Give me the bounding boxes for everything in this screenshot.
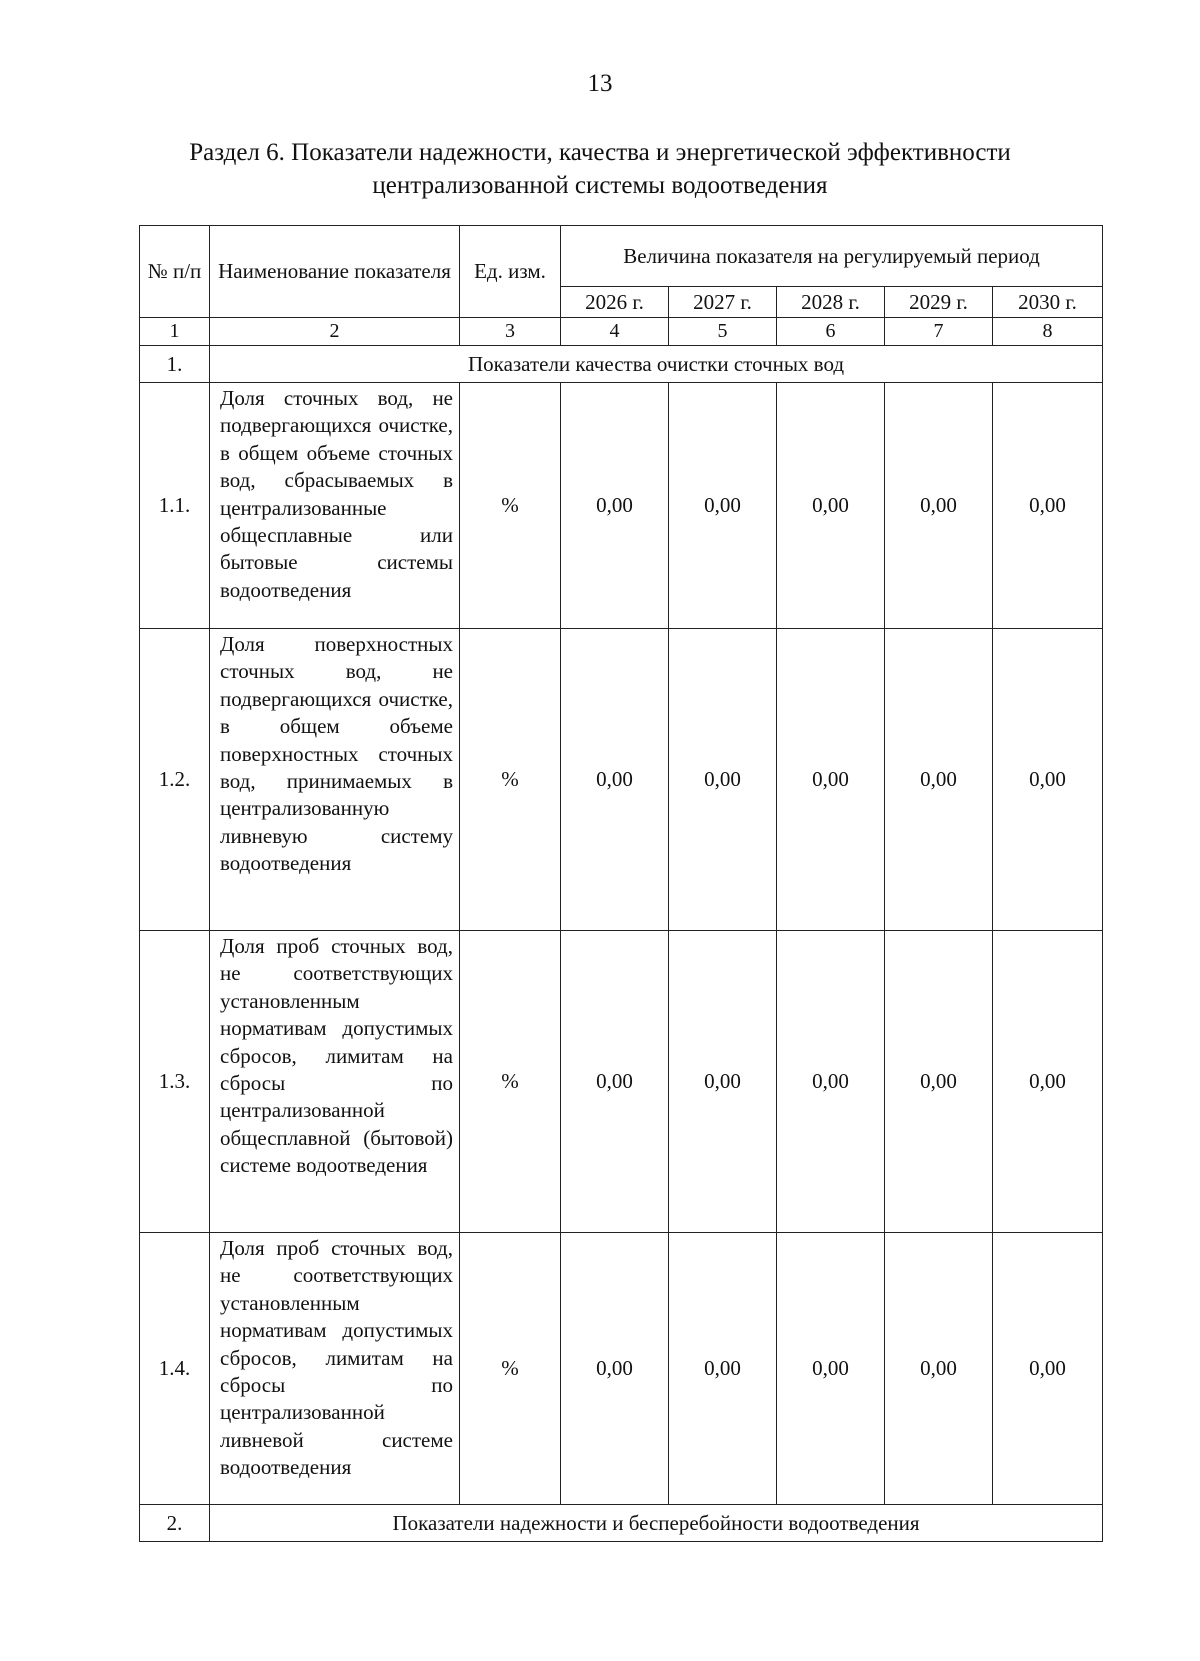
row-number: 1.1.: [140, 383, 210, 629]
header-year: 2030 г.: [993, 287, 1103, 318]
section-row: [140, 346, 1103, 383]
indicators-table: [139, 225, 1103, 1542]
row-number: 1.3.: [140, 931, 210, 1233]
header-year: 2028 г.: [777, 287, 885, 318]
unit-cell: %: [460, 1233, 561, 1505]
table-row: [140, 1233, 1103, 1505]
value-cell: 0,00: [777, 931, 885, 1233]
unit-cell: %: [460, 383, 561, 629]
page-number: 13: [587, 70, 613, 97]
section-title: [120, 136, 1080, 202]
value-cell: 0,00: [885, 1233, 993, 1505]
value-cell: 0,00: [777, 383, 885, 629]
column-number: 8: [993, 318, 1103, 346]
value-cell: 0,00: [777, 1233, 885, 1505]
value-cell: 0,00: [669, 931, 777, 1233]
value-cell: 0,00: [669, 1233, 777, 1505]
value-cell: 0,00: [777, 629, 885, 931]
section-heading: Показатели качества очистки сточных вод: [210, 346, 1103, 383]
header-year: 2029 г.: [885, 287, 993, 318]
indicator-name: Доля сточных вод, не подвергающихся очистке, в общем объеме сточных вод, сбрасываемых в централизованные общесплавные или бытовые системы водоотведения: [210, 383, 460, 629]
value-cell: 0,00: [561, 629, 669, 931]
column-number: 6: [777, 318, 885, 346]
column-number: 1: [140, 318, 210, 346]
value-cell: 0,00: [561, 383, 669, 629]
unit-cell: %: [460, 931, 561, 1233]
section-heading: Показатели надежности и бесперебойности водоотведения: [210, 1505, 1103, 1542]
value-cell: 0,00: [561, 1233, 669, 1505]
value-cell: 0,00: [669, 383, 777, 629]
value-cell: 0,00: [561, 931, 669, 1233]
header-row: [140, 226, 1103, 287]
row-number: 1.2.: [140, 629, 210, 931]
header-year: 2026 г.: [561, 287, 669, 318]
indicator-name: Доля проб сточных вод, не соответствующих установленным нормативам допустимых сбросов, лимитам на сбросы по централизованной общесплавной (бытовой) системе водоотведения: [210, 931, 460, 1233]
value-cell: 0,00: [885, 931, 993, 1233]
column-number-row: [140, 318, 1103, 346]
section-number: 2.: [140, 1505, 210, 1542]
column-number: 7: [885, 318, 993, 346]
header-unit: Ед. изм.: [460, 226, 561, 318]
row-number: 1.4.: [140, 1233, 210, 1505]
header-year: 2027 г.: [669, 287, 777, 318]
table-row: [140, 931, 1103, 1233]
unit-cell: %: [460, 629, 561, 931]
column-number: 5: [669, 318, 777, 346]
column-number: 4: [561, 318, 669, 346]
header-name: Наименование показателя: [210, 226, 460, 318]
section-row: [140, 1505, 1103, 1542]
value-cell: 0,00: [993, 931, 1103, 1233]
indicator-name: Доля проб сточных вод, не соответствующих установленным нормативам допустимых сбросов, лимитам на сбросы по централизованной ливневой системе водоотведения: [210, 1233, 460, 1505]
value-cell: 0,00: [993, 1233, 1103, 1505]
indicator-name: Доля поверхностных сточных вод, не подвергающихся очистке, в общем объеме поверхностных сточных вод, принимаемых в централизованную ливневую систему водоотведения: [210, 629, 460, 931]
table-row: [140, 383, 1103, 629]
value-cell: 0,00: [993, 629, 1103, 931]
section-title-line-1: Раздел 6. Показатели надежности, качества и энергетической эффективности: [189, 139, 1011, 166]
value-cell: 0,00: [885, 629, 993, 931]
value-cell: 0,00: [993, 383, 1103, 629]
column-number: 2: [210, 318, 460, 346]
section-title-line-2: централизованной системы водоотведения: [372, 172, 828, 199]
section-number: 1.: [140, 346, 210, 383]
header-number: № п/п: [140, 226, 210, 318]
value-cell: 0,00: [885, 383, 993, 629]
column-number: 3: [460, 318, 561, 346]
header-period: Величина показателя на регулируемый период: [561, 226, 1103, 287]
table-row: [140, 629, 1103, 931]
value-cell: 0,00: [669, 629, 777, 931]
